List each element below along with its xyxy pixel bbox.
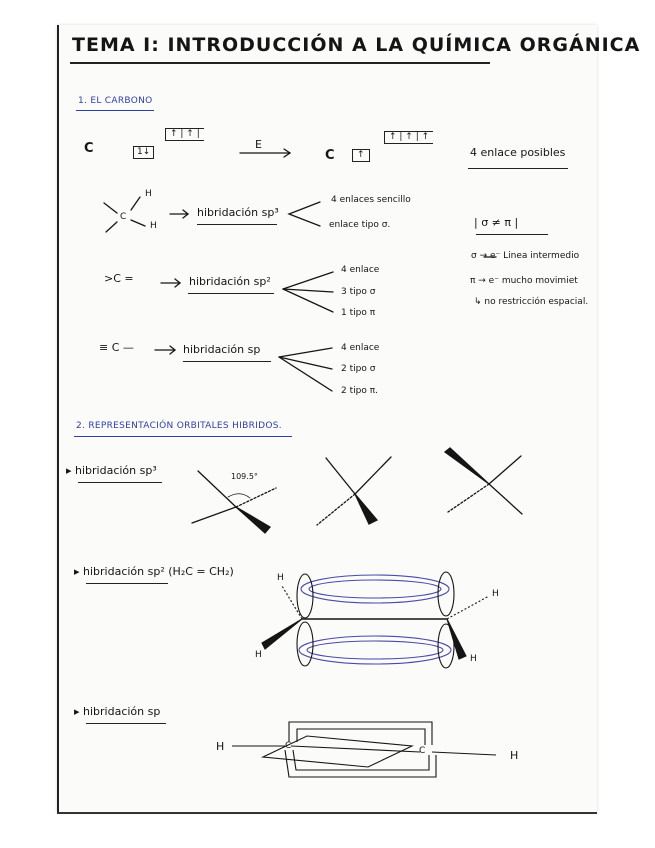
ethylene-h-bottom-right: H [470, 654, 477, 664]
orbital-sp2-label: ▸ hibridación sp² (H₂C = CH₂) [74, 565, 234, 578]
sp2-bullet-2: 3 tipo σ [341, 287, 376, 297]
sp-fan-2 [279, 357, 332, 369]
pi-box-bottom-outer [285, 750, 436, 777]
pi-cloud-bottom-inner [307, 641, 443, 659]
acetylene-c-h-right [432, 752, 496, 755]
ethylene-h-top-right: H [492, 589, 499, 599]
sp2-fan-3 [283, 289, 333, 312]
sp2-bullet-3: 1 tipo π [341, 308, 376, 318]
sp-bullet-1: 4 enlace [341, 343, 380, 353]
sp3-carbon: C [120, 212, 127, 222]
pi-box-bottom-inner [293, 750, 429, 770]
orbital-sp3-label: ▸ hibridación sp³ [66, 464, 157, 477]
tetra2-dash [317, 494, 355, 525]
sp-structure: ≡ C — [99, 341, 134, 354]
sp2-structure: >C = [104, 272, 134, 285]
excited-state-boxes-top: ↑ | ↑ | ↑ [384, 131, 433, 144]
sp3-bracket [289, 202, 320, 226]
sp-fan-3 [279, 357, 332, 391]
page-title: TEMA I: INTRODUCCIÓN A LA QUÍMICA ORGÁNICA [72, 34, 641, 56]
sp3-h-top: H [145, 189, 152, 199]
section-heading-carbon: 1. EL CARBONO [78, 96, 153, 106]
tetra1-line-b [192, 507, 236, 523]
tetra3-line-a [489, 456, 521, 484]
note-sigma: σ → e⁻ Linea intermedio [471, 251, 580, 261]
ethylene-h-top-left: H [277, 573, 284, 583]
sp3-h-bottom: H [150, 221, 157, 231]
tetra1-angle-arc [228, 494, 250, 498]
sp3-bond-3 [106, 222, 117, 232]
sp-hybridization-label: hibridación sp [183, 343, 261, 356]
tetra2-line-b [355, 457, 391, 494]
section-heading-orbitals: 2. REPRESENTACIÓN ORBITALES HIBRIDOS. [76, 421, 282, 431]
pi-cloud-top-inner [309, 580, 441, 598]
orbital-sp-label: ▸ hibridación sp [74, 705, 161, 718]
acetylene-h-left: H [216, 740, 225, 753]
acetylene-c-left: C [285, 741, 292, 751]
note-restriction: ↳ no restricción espacial. [474, 297, 589, 307]
sigma-not-equal-pi: | σ ≠ π | [474, 216, 519, 229]
bond-angle-label: 109.5° [231, 472, 258, 481]
excited-state-box: ↑ [352, 149, 370, 162]
tetra3-wedge [445, 448, 489, 484]
tetra2-wedge [355, 494, 377, 524]
tetra1-dash [236, 488, 276, 507]
pi-cloud-bottom-outer [299, 636, 451, 664]
sp3-bond-1 [104, 203, 117, 213]
sp3-bond-2 [131, 197, 140, 210]
ethylene-h-bottom-left: H [255, 650, 262, 660]
sp3-bullet-2: enlace tipo σ. [329, 220, 391, 230]
p-orbital-right-top [438, 572, 454, 616]
sp3-bullet-1: 4 enlaces sencillo [331, 195, 411, 205]
sp3-hybridization-label: hibridación sp³ [197, 206, 279, 219]
sp2-hybridization-label: hibridación sp² [189, 275, 271, 288]
ground-state-box: 1↓ [133, 146, 154, 159]
excited-carbon-symbol: C [325, 148, 335, 163]
sp2-fan-1 [283, 272, 333, 289]
sp-fan-1 [279, 348, 332, 357]
acetylene-h-right: H [510, 749, 519, 762]
sp2-bullet-1: 4 enlace [341, 265, 380, 275]
tetra1-line-a [198, 471, 236, 507]
sp3-bond-4 [131, 220, 145, 226]
sp2-fan-2 [283, 289, 333, 292]
tetra2-line-a [326, 458, 355, 494]
note-pi: π → e⁻ mucho movimiet [470, 276, 578, 286]
bonds-possible-note: 4 enlace posibles [470, 146, 566, 159]
ground-state-boxes-top: ↑ | ↑ | [165, 128, 204, 141]
tetra1-wedge [236, 507, 270, 533]
energy-label: E [255, 138, 262, 151]
pi-cloud-top-outer [301, 575, 449, 603]
ethylene-wedge-left [262, 619, 302, 649]
tetra3-dash [448, 484, 489, 512]
acetylene-c-right: C [419, 746, 426, 756]
sp-bullet-2: 2 tipo σ [341, 364, 376, 374]
ethylene-dash-left [282, 586, 302, 619]
carbon-symbol: C [84, 141, 94, 156]
tetra3-line-b [489, 484, 522, 514]
sp-bullet-3: 2 tipo π. [341, 386, 378, 396]
